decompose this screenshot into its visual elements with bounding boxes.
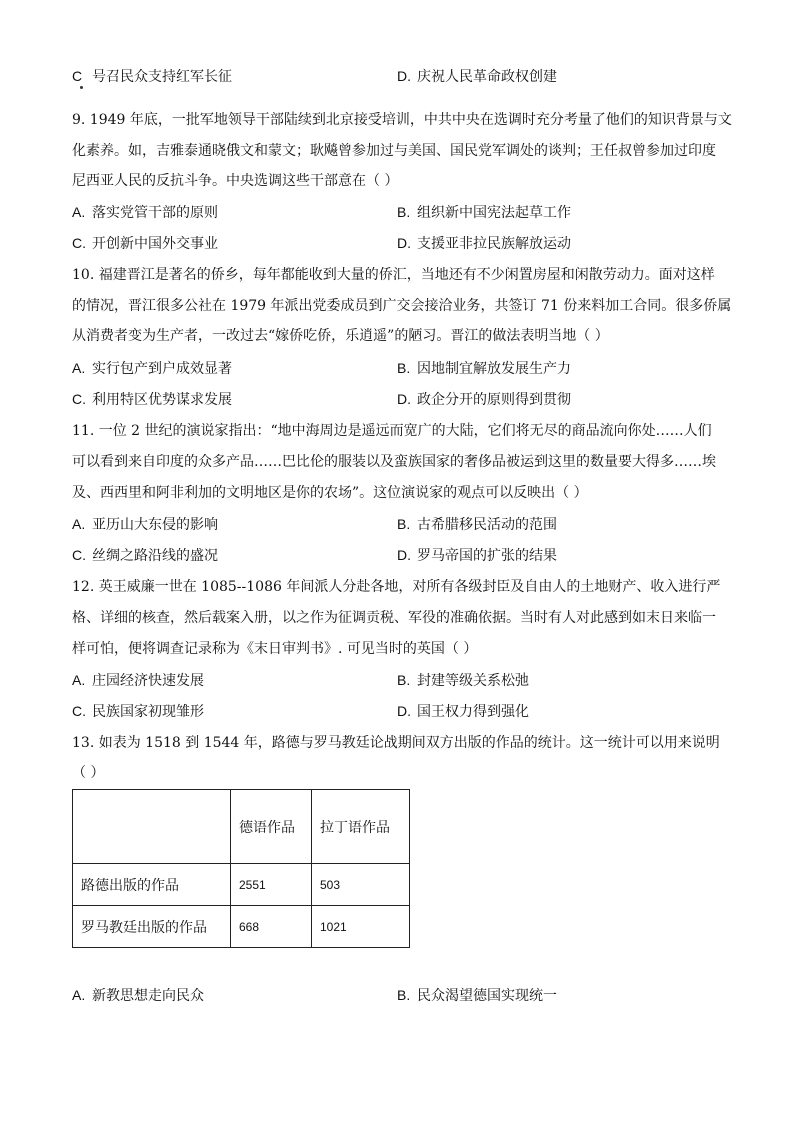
option-text: 新教思想走向民众 (92, 988, 204, 1004)
option-text: 亚历山大东侵的影响 (92, 517, 218, 533)
q12-stem-line-3: 样可怕，便将调查记录称为《末日审判书》. 可见当时的英国（ ） (72, 641, 478, 657)
option-letter: A. (72, 672, 86, 688)
option-letter: C. (72, 391, 86, 407)
option-letter: D. (397, 68, 411, 84)
option-letter: B. (397, 360, 411, 376)
q9-option-d[interactable] (397, 233, 571, 254)
q12-stem-line-1: 12. 英王威廉一世在 1085--1086 年间派人分赴各地，对所有各级封臣及自由人的土地财产、收入进行严 (72, 579, 721, 595)
option-text: 罗马帝国的扩张的结果 (417, 548, 557, 564)
option-letter: A. (72, 987, 86, 1003)
option-letter: A. (72, 360, 86, 376)
option-letter: B. (397, 672, 411, 688)
q11-stem-line-2: 可以看到来自印度的众多产品……巴比伦的服装以及蛮族国家的奢侈品被运到这里的数量要大得多……埃 (72, 454, 716, 470)
option-text: 丝绸之路沿线的盛况 (92, 548, 218, 564)
option-text: 因地制宜解放发展生产力 (417, 361, 571, 377)
option-letter: B. (397, 516, 411, 532)
option-letter: D. (397, 547, 411, 563)
option-letter: C. (72, 703, 86, 719)
option-text: 民族国家初现雏形 (92, 704, 204, 720)
q8-option-c[interactable] (72, 66, 232, 87)
table-header-empty (73, 790, 231, 864)
q11-option-d[interactable] (397, 545, 557, 566)
q10-option-d[interactable] (397, 389, 571, 410)
q9-stem-line-1: 9. 1949 年底，一批军地领导干部陆续到北京接受培训，中共中央在选调时充分考量了他们的知识背景与文 (72, 112, 732, 128)
option-text: 支援亚非拉民族解放运动 (417, 236, 571, 252)
q10-stem-line-3: 从消费者变为生产者，一改过去“嫁侨吃侨，乐逍遥”的陋习。晋江的做法表明当地（ ） (72, 328, 609, 344)
option-letter: A. (72, 204, 86, 220)
latin-count: 1021 (312, 906, 410, 948)
q10-option-a[interactable] (72, 358, 232, 379)
q9-stem-line-3: 尼西亚人民的反抗斗争。中央选调这些干部意在（ ） (72, 173, 399, 189)
option-letter: D. (397, 703, 411, 719)
option-text: 利用特区优势谋求发展 (92, 392, 232, 408)
q10-option-c[interactable] (72, 389, 232, 410)
option-letter: B. (397, 987, 411, 1003)
table-header-latin: 拉丁语作品 (312, 790, 410, 864)
german-count: 668 (231, 906, 312, 948)
option-text: 国王权力得到强化 (417, 704, 529, 720)
q11-stem-line-1: 11. 一位 2 世纪的演说家指出：“地中海周边是遥远而宽广的大陆，它们将无尽的商品流向你处……人们 (72, 423, 712, 439)
option-text: 古希腊移民活动的范围 (417, 517, 557, 533)
q9-option-b[interactable] (397, 202, 571, 223)
q9-option-c[interactable] (72, 233, 218, 254)
q11-option-b[interactable] (397, 514, 557, 535)
q10-stem-line-2: 的情况，晋江很多公社在 1979 年派出党委成员到广交会接洽业务，共签订 71 份来料加工合同。很多侨属 (72, 298, 732, 314)
q13-stem-line-2: （ ） (72, 765, 105, 781)
publication-stats-table (72, 789, 410, 948)
q11-option-a[interactable] (72, 514, 218, 535)
q8-option-d[interactable] (397, 66, 557, 87)
latin-count: 503 (312, 864, 410, 906)
option-text: 庆祝人民革命政权创建 (417, 69, 557, 85)
option-text: 庄园经济快速发展 (92, 673, 204, 689)
option-letter: D. (397, 391, 411, 407)
q12-stem-line-2: 格、详细的核查，然后载案入册，以之作为征调贡税、军役的准确依据。当时有人对此感到如末日来临一 (72, 610, 716, 626)
q13-option-b[interactable] (397, 985, 557, 1006)
option-letter: A. (72, 516, 86, 532)
q9-option-a[interactable] (72, 202, 218, 223)
q12-option-c[interactable] (72, 701, 204, 722)
q9-stem-line-2: 化素养。如，吉雅泰通晓俄文和蒙文；耿飚曾参加过与美国、国民党军调处的谈判；王任叔曾参加过印度 (72, 143, 716, 159)
option-text: 落实党管干部的原则 (92, 205, 218, 221)
q13-option-a[interactable] (72, 985, 204, 1006)
table-row (73, 864, 410, 906)
q10-stem-line-1: 10. 福建晋江是著名的侨乡，每年都能收到大量的侨汇，当地还有不少闲置房屋和闲散劳动力。面对这样 (72, 267, 715, 283)
option-text: 号召民众支持红军长征 (92, 69, 232, 85)
option-letter: D. (397, 235, 411, 251)
row-label: 罗马教廷出版的作品 (73, 906, 231, 948)
option-text: 民众渴望德国实现统一 (417, 988, 557, 1004)
option-letter: C. (72, 235, 86, 251)
stray-dot (80, 86, 83, 89)
option-text: 开创新中国外交事业 (92, 236, 218, 252)
q11-option-c[interactable] (72, 545, 218, 566)
option-letter: C (72, 68, 83, 84)
table-row (73, 906, 410, 948)
option-letter: C. (72, 547, 86, 563)
q12-option-a[interactable] (72, 670, 204, 691)
q11-stem-line-3: 及、西西里和阿非利加的文明地区是你的农场”。这位演说家的观点可以反映出（ ） (72, 485, 588, 501)
table-header-german: 德语作品 (231, 790, 312, 864)
q12-option-d[interactable] (397, 701, 529, 722)
option-text: 实行包产到户成效显著 (92, 361, 232, 377)
table-header-row (73, 790, 410, 864)
option-text: 政企分开的原则得到贯彻 (417, 392, 571, 408)
option-text: 封建等级关系松弛 (417, 673, 529, 689)
q13-stem-line-1: 13. 如表为 1518 到 1544 年，路德与罗马教廷论战期间双方出版的作品的统计。这一统计可以用来说明 (72, 735, 720, 751)
german-count: 2551 (231, 864, 312, 906)
q12-option-b[interactable] (397, 670, 529, 691)
option-text: 组织新中国宪法起草工作 (417, 205, 571, 221)
option-letter: B. (397, 204, 411, 220)
row-label: 路德出版的作品 (73, 864, 231, 906)
q10-option-b[interactable] (397, 358, 571, 379)
